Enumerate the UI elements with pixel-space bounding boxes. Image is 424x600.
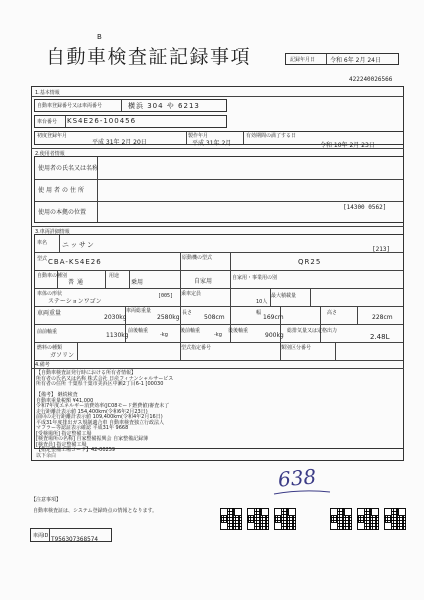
expiry-label: 有効期間の満了する日	[246, 133, 297, 139]
issue-date-label: 記録年月日	[290, 57, 316, 63]
use-label: 用途	[109, 273, 120, 279]
business-label: 自家用・事業用の別	[232, 275, 278, 281]
qr-code-5	[357, 508, 379, 530]
document-title: 自動車検査証記録事項	[46, 46, 252, 68]
expiry-value: 令和 10年 2月 23日	[320, 142, 375, 149]
front-axle-label: 前前軸重	[37, 329, 58, 335]
designation-label: 型式指定番号	[181, 345, 212, 351]
remarks-block	[36, 371, 173, 459]
weight-label: 車両重量	[37, 310, 62, 317]
rear-front-axle-label: 後前軸重	[180, 328, 201, 334]
remark-line: 所有者の氏名又は名称 株式会社 日産フィナンシャルサービス	[36, 375, 174, 382]
height-label: 高さ	[327, 310, 338, 316]
model-label: 型式	[37, 256, 48, 262]
displacement-value: 2.48L	[370, 333, 390, 341]
class-label: 類別区分番号	[281, 345, 312, 351]
maker-code: [213]	[372, 246, 391, 253]
base-location-code: [14300 0562]	[343, 204, 387, 211]
maker-value: ニッサン	[62, 241, 96, 249]
first-registration-label: 初度登録年月	[37, 133, 68, 139]
engine-label: 原動機の型式	[182, 255, 213, 261]
front-axle-value: 1130kg	[106, 332, 129, 339]
remark-line: 【自動車検査証発行時における所有者情報】	[36, 370, 137, 376]
remark-line: マフラー等認証表示確認 平成31年 9668	[36, 425, 129, 431]
qr-code-6	[384, 508, 406, 530]
form-mark: B	[97, 33, 102, 41]
notice-label: 【注意事項】	[31, 497, 62, 503]
remark-line: [検査員] 指定整備工場	[36, 441, 87, 448]
gross-value: 2580kg	[157, 314, 180, 321]
section1-heading: 1.基本情報	[35, 90, 60, 96]
front-rear-axle-value: -kg	[160, 332, 168, 338]
rear-axle-label: 後後軸重	[228, 328, 249, 334]
front-rear-axle-label: 前後軸重	[128, 328, 149, 334]
remark-line: 【指定整備工場コード】42-00259	[36, 447, 116, 453]
weight-value: 2030kg	[104, 314, 127, 321]
handwritten-number: 638	[277, 464, 318, 492]
remark-line: [検査場所の名称] 自家整備振興会 自家整備記録簿	[36, 436, 149, 442]
type-label: 自動車の種別	[37, 273, 68, 279]
model-value: CBA-KS4E26	[48, 258, 102, 266]
engine-value: QR25	[298, 258, 322, 266]
chassis-value: KS4E26-100456	[67, 117, 137, 125]
capacity-label: 乗車定員	[181, 291, 202, 297]
shape-label: 車体の形状	[37, 291, 63, 297]
remark-line: 自動車重量税額 ¥41,000	[36, 397, 94, 404]
fuel-value: ガソリン	[50, 352, 75, 359]
vehicle-id-value: T9563Q7368574	[51, 536, 98, 543]
notice-text: 自動車検査証は、システム登録時点の情報となります。	[33, 508, 158, 514]
section4-heading: 4.備考	[35, 362, 50, 368]
section3-heading: 3.車両詳細情報	[35, 229, 70, 235]
height-value: 228cm	[372, 314, 393, 321]
registration-value: 横浜 304 や 6213	[128, 102, 200, 110]
shape-value: ステーションワゴン	[48, 298, 102, 305]
registration-label: 自動車登録番号又は車両番号	[37, 103, 103, 109]
qr-code-3	[274, 508, 296, 530]
width-value: 169cm	[263, 314, 284, 321]
remark-line: 前回の走行距離計表示値 109,400km(令和4年2月16日)	[36, 414, 163, 420]
remark-line: 【備考】 継続検査	[36, 392, 78, 398]
capacity-value: 10人	[256, 299, 268, 305]
base-location-label: 使用の本拠の位置	[38, 209, 87, 216]
length-value: 508cm	[204, 314, 225, 321]
load-label: 最大積載量	[271, 293, 297, 299]
user-address-label: 使用者の住所	[38, 187, 87, 194]
chassis-label: 車台番号	[37, 119, 58, 125]
handwritten-underline	[272, 488, 332, 496]
remark-line: 走行距離計表示値 154,400km(令和6年2月23日)	[36, 408, 148, 415]
remark-line: 所有者の住所 千葉県千葉市美浜区中瀬2丁目6-1 [00030	[36, 381, 164, 387]
length-label: 長さ	[182, 310, 193, 316]
rear-front-axle-value: -kg	[214, 332, 222, 338]
use-value: 乗用	[131, 279, 144, 286]
remark-line: [受検場所] 指定整備工場	[36, 430, 92, 437]
vehicle-id-label: 車両ID	[33, 533, 49, 539]
first-registration-value: 平成 31年 2月 20日	[92, 139, 147, 146]
remark-line: 令和7年度エネルギー消費効率(JC08モード燃費値)審査未了	[36, 403, 170, 409]
qr-code-4	[330, 508, 352, 530]
document-number: 422240026566	[349, 76, 393, 83]
maker-label: 車名	[37, 240, 48, 246]
type-value: 普通	[68, 279, 87, 286]
business-value: 自家用	[194, 278, 213, 285]
fuel-label: 燃料の種類	[37, 345, 63, 351]
gross-label: 車両総重量	[126, 308, 152, 314]
remark-line: 以下余白	[36, 452, 57, 459]
manufacture-value: 平成 31年 2月	[192, 140, 232, 147]
shape-code: [005]	[158, 293, 174, 299]
qr-code-1	[220, 508, 242, 530]
width-label: 幅	[256, 310, 262, 316]
displacement-label: 総排気量又は定格出力	[287, 328, 338, 334]
rear-axle-value: 900kg	[265, 332, 284, 339]
qr-code-2	[247, 508, 269, 530]
remark-line: 平成31年度排出ガス規制適合車 自動車検査独立行政法人	[36, 419, 164, 426]
user-name-label: 使用者の氏名又は名称	[38, 165, 99, 172]
issue-date-value: 令和 6年 2月 24日	[330, 57, 381, 64]
section2-heading: 2.使用者情報	[35, 151, 65, 157]
manufacture-label: 製作年月	[188, 133, 209, 139]
